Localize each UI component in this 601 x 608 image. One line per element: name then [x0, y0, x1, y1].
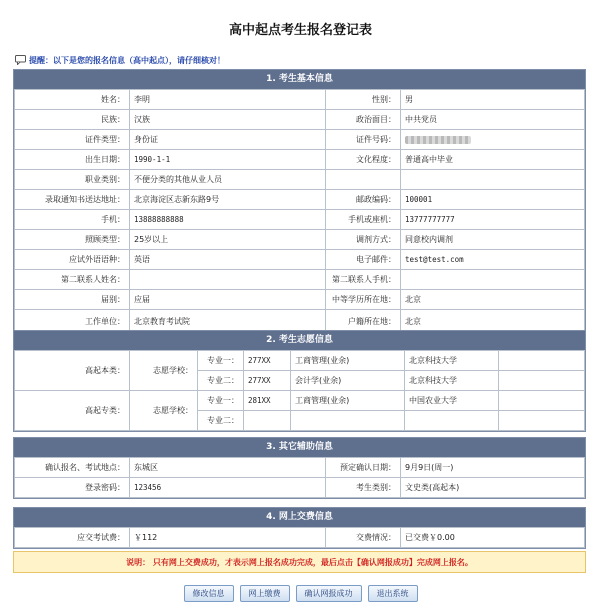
basic-info-section: [13, 69, 586, 335]
label-education: 文化程度：: [326, 150, 401, 170]
confirm-registration-button[interactable]: 确认网报成功: [296, 585, 362, 602]
label-postcode: 邮政编码：: [326, 190, 401, 210]
page-title: 高中起点考生报名登记表: [228, 23, 372, 38]
major-name: [291, 411, 405, 431]
label-language: 应试外语语种：: [15, 250, 130, 270]
empty-cell: [401, 170, 585, 190]
table-row: [15, 478, 585, 498]
value-household: 北京: [401, 310, 585, 334]
table-row: [15, 458, 585, 478]
table-row: [15, 210, 585, 230]
value-ethnicity: 汉族: [130, 110, 326, 130]
empty-cell: [326, 170, 401, 190]
value-id-type: 身份证: [130, 130, 326, 150]
label-birthdate: 出生日期：: [15, 150, 130, 170]
label-confirm-date: 预定确认日期：: [326, 458, 401, 478]
edit-info-button[interactable]: 修改信息: [184, 585, 234, 602]
value-confirm-date: 9月9日(周一): [401, 458, 585, 478]
label-payment-status: 交费情况：: [326, 528, 401, 548]
label-email: 电子邮件：: [326, 250, 401, 270]
major-code: [244, 411, 291, 431]
major-label: 专业二：: [198, 371, 244, 391]
notice-text: 提醒：以下是您的报名信息（高中起点），请仔细核对！: [29, 55, 225, 65]
value-fee: ￥112: [130, 528, 326, 548]
value-contact2-mobile: [401, 270, 585, 290]
table-row: [15, 130, 585, 150]
value-care-type: 25岁以上: [130, 230, 326, 250]
table-row: [15, 391, 585, 411]
value-school-location: 北京: [401, 290, 585, 310]
major-code: 277XX: [244, 371, 291, 391]
table-row: [15, 230, 585, 250]
label-address: 录取通知书送达地址：: [15, 190, 130, 210]
payment-info-section: [13, 507, 586, 549]
major-code: 277XX: [244, 351, 291, 371]
empty-cell: [499, 371, 585, 391]
online-payment-button[interactable]: 网上缴费: [240, 585, 290, 602]
value-name: 李明: [130, 90, 326, 110]
payment-info-table: [14, 527, 585, 548]
value-birthdate: 1990-1-1: [130, 150, 326, 170]
label-graduation: 届别：: [15, 290, 130, 310]
value-contact2-name: [130, 270, 326, 290]
basic-info-header: 1. 考生基本信息: [14, 70, 585, 89]
table-row: [15, 190, 585, 210]
wish-info-table: [14, 350, 585, 431]
label-id-number: 证件号码：: [326, 130, 401, 150]
logout-button[interactable]: 退出系统: [368, 585, 418, 602]
aux-info-header: 3. 其它辅助信息: [14, 438, 585, 457]
value-occupation: 不便分类的其他从业人员: [130, 170, 326, 190]
label-care-type: 照顾类型：: [15, 230, 130, 250]
category-associate: 高起专类：: [15, 391, 130, 431]
major-school: 中国农业大学: [405, 391, 499, 411]
label-employer: 工作单位：: [15, 310, 130, 334]
warning-banner: [13, 551, 586, 573]
value-education: 普通高中毕业: [401, 150, 585, 170]
value-language: 英语: [130, 250, 326, 270]
label-school-location: 中等学历所在地：: [326, 290, 401, 310]
value-password: 123456: [130, 478, 326, 498]
value-mobile: 13888888888: [130, 210, 326, 230]
major-code: 281XX: [244, 391, 291, 411]
label-contact2-name: 第二联系人姓名：: [15, 270, 130, 290]
value-graduation: 应届: [130, 290, 326, 310]
table-row: [15, 150, 585, 170]
label-political: 政治面目：: [326, 110, 401, 130]
value-address: 北京海淀区志新东路9号: [130, 190, 326, 210]
major-school: [405, 411, 499, 431]
value-employer: 北京教育考试院: [130, 310, 326, 334]
aux-info-section: [13, 437, 586, 499]
notice-bar: [15, 53, 225, 67]
table-row: [15, 90, 585, 110]
table-row: [15, 110, 585, 130]
action-buttons: [0, 585, 601, 602]
label-contact2-mobile: 第二联系人手机：: [326, 270, 401, 290]
label-occupation: 职业类别：: [15, 170, 130, 190]
label-phone: 手机或座机：: [326, 210, 401, 230]
value-payment-status: 已交费￥0.00: [401, 528, 585, 548]
label-name: 姓名：: [15, 90, 130, 110]
label-ethnicity: 民族：: [15, 110, 130, 130]
value-gender: 男: [401, 90, 585, 110]
label-gender: 性别：: [326, 90, 401, 110]
value-id-number: [401, 130, 585, 150]
empty-cell: [499, 411, 585, 431]
major-name: 会计学(业余): [291, 371, 405, 391]
school-label: 志愿学校：: [130, 391, 198, 431]
payment-info-header: 4. 网上交费信息: [14, 508, 585, 527]
value-postcode: 100001: [401, 190, 585, 210]
label-household: 户籍所在地：: [326, 310, 401, 334]
warning-text: 说明： 只有网上交费成功，才表示网上报名成功完成，最后点击【确认网报成功】完成网上报名。: [126, 557, 473, 567]
category-bachelor: 高起本类：: [15, 351, 130, 391]
empty-cell: [499, 391, 585, 411]
value-email: test@test.com: [401, 250, 585, 270]
value-student-category: 文史类(高起本): [401, 478, 585, 498]
label-adjust: 调剂方式：: [326, 230, 401, 250]
table-row: [15, 270, 585, 290]
value-exam-location: 东城区: [130, 458, 326, 478]
value-political: 中共党员: [401, 110, 585, 130]
redacted-id-number: [405, 136, 471, 144]
major-label: 专业二：: [198, 411, 244, 431]
major-school: 北京科技大学: [405, 351, 499, 371]
aux-info-table: [14, 457, 585, 498]
major-school: 北京科技大学: [405, 371, 499, 391]
chat-bubble-icon: [15, 55, 26, 65]
major-name: 工商管理(业余): [291, 391, 405, 411]
value-adjust: 同意校内调剂: [401, 230, 585, 250]
label-student-category: 考生类别：: [326, 478, 401, 498]
basic-info-table: [14, 89, 585, 334]
major-label: 专业一：: [198, 351, 244, 371]
wish-info-header: 2. 考生志愿信息: [14, 331, 585, 350]
label-fee: 应交考试费：: [15, 528, 130, 548]
major-label: 专业一：: [198, 391, 244, 411]
label-id-type: 证件类型：: [15, 130, 130, 150]
value-phone: 13777777777: [401, 210, 585, 230]
label-mobile: 手机：: [15, 210, 130, 230]
table-row: [15, 250, 585, 270]
table-row: [15, 290, 585, 310]
table-row: [15, 351, 585, 371]
empty-cell: [499, 351, 585, 371]
label-exam-location: 确认报名、考试地点：: [15, 458, 130, 478]
school-label: 志愿学校：: [130, 351, 198, 391]
wish-info-section: [13, 330, 586, 432]
table-row: [15, 528, 585, 548]
label-password: 登录密码：: [15, 478, 130, 498]
table-row: [15, 170, 585, 190]
major-name: 工商管理(业余): [291, 351, 405, 371]
